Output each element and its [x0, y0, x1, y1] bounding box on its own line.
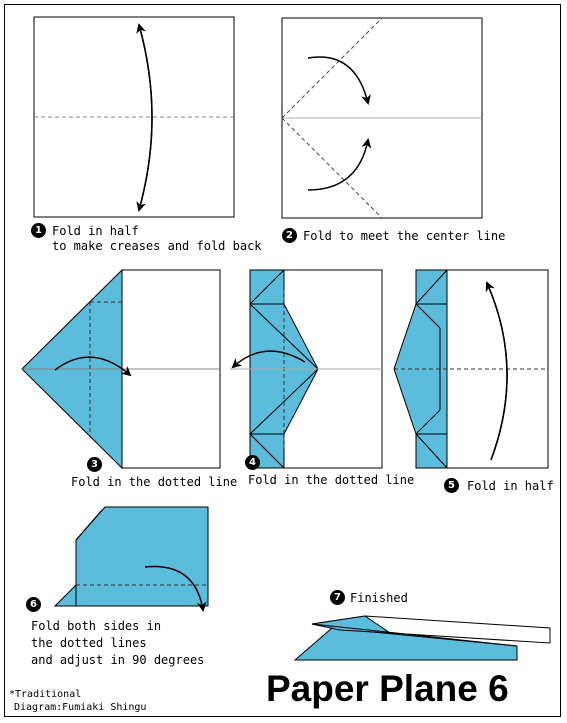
step-number-badge: 5 — [444, 478, 459, 493]
step-5-figure — [394, 270, 548, 468]
page-title: Paper Plane 6 — [266, 668, 509, 709]
step-1-figure — [34, 17, 234, 217]
step-number-badge: 3 — [87, 457, 102, 472]
step-6-text-line-1: Fold both sides in — [31, 619, 162, 633]
step-1-text-line-1: Fold in half — [52, 224, 139, 238]
step-7-figure — [295, 616, 550, 660]
step-number-badge: 6 — [26, 597, 41, 612]
step-5-text: Fold in half — [467, 479, 554, 493]
step-3-figure — [22, 270, 220, 468]
step-2-figure — [282, 18, 482, 218]
step-number-badge: 7 — [330, 590, 345, 605]
step-4-text: Fold in the dotted line — [248, 473, 415, 487]
step-4-figure — [230, 270, 382, 468]
step-number-badge: 1 — [31, 223, 46, 238]
step-2-text: Fold to meet the center line — [303, 229, 506, 243]
credit-line-2: Diagram:Fumiaki Shingu — [14, 702, 147, 713]
step-1-text-line-2: to make creases and fold back — [52, 239, 262, 253]
step-6-figure — [55, 507, 208, 610]
step-6-text-line-3: and adjust in 90 degrees — [31, 653, 205, 667]
step-number-badge: 4 — [245, 455, 260, 470]
step-6-text-line-2: the dotted lines — [31, 636, 147, 650]
step-number-badge: 2 — [282, 228, 297, 243]
step-3-text: Fold in the dotted line — [71, 475, 238, 489]
credit-line-1: *Traditional — [9, 689, 82, 700]
step-7-text: Finished — [350, 591, 408, 605]
